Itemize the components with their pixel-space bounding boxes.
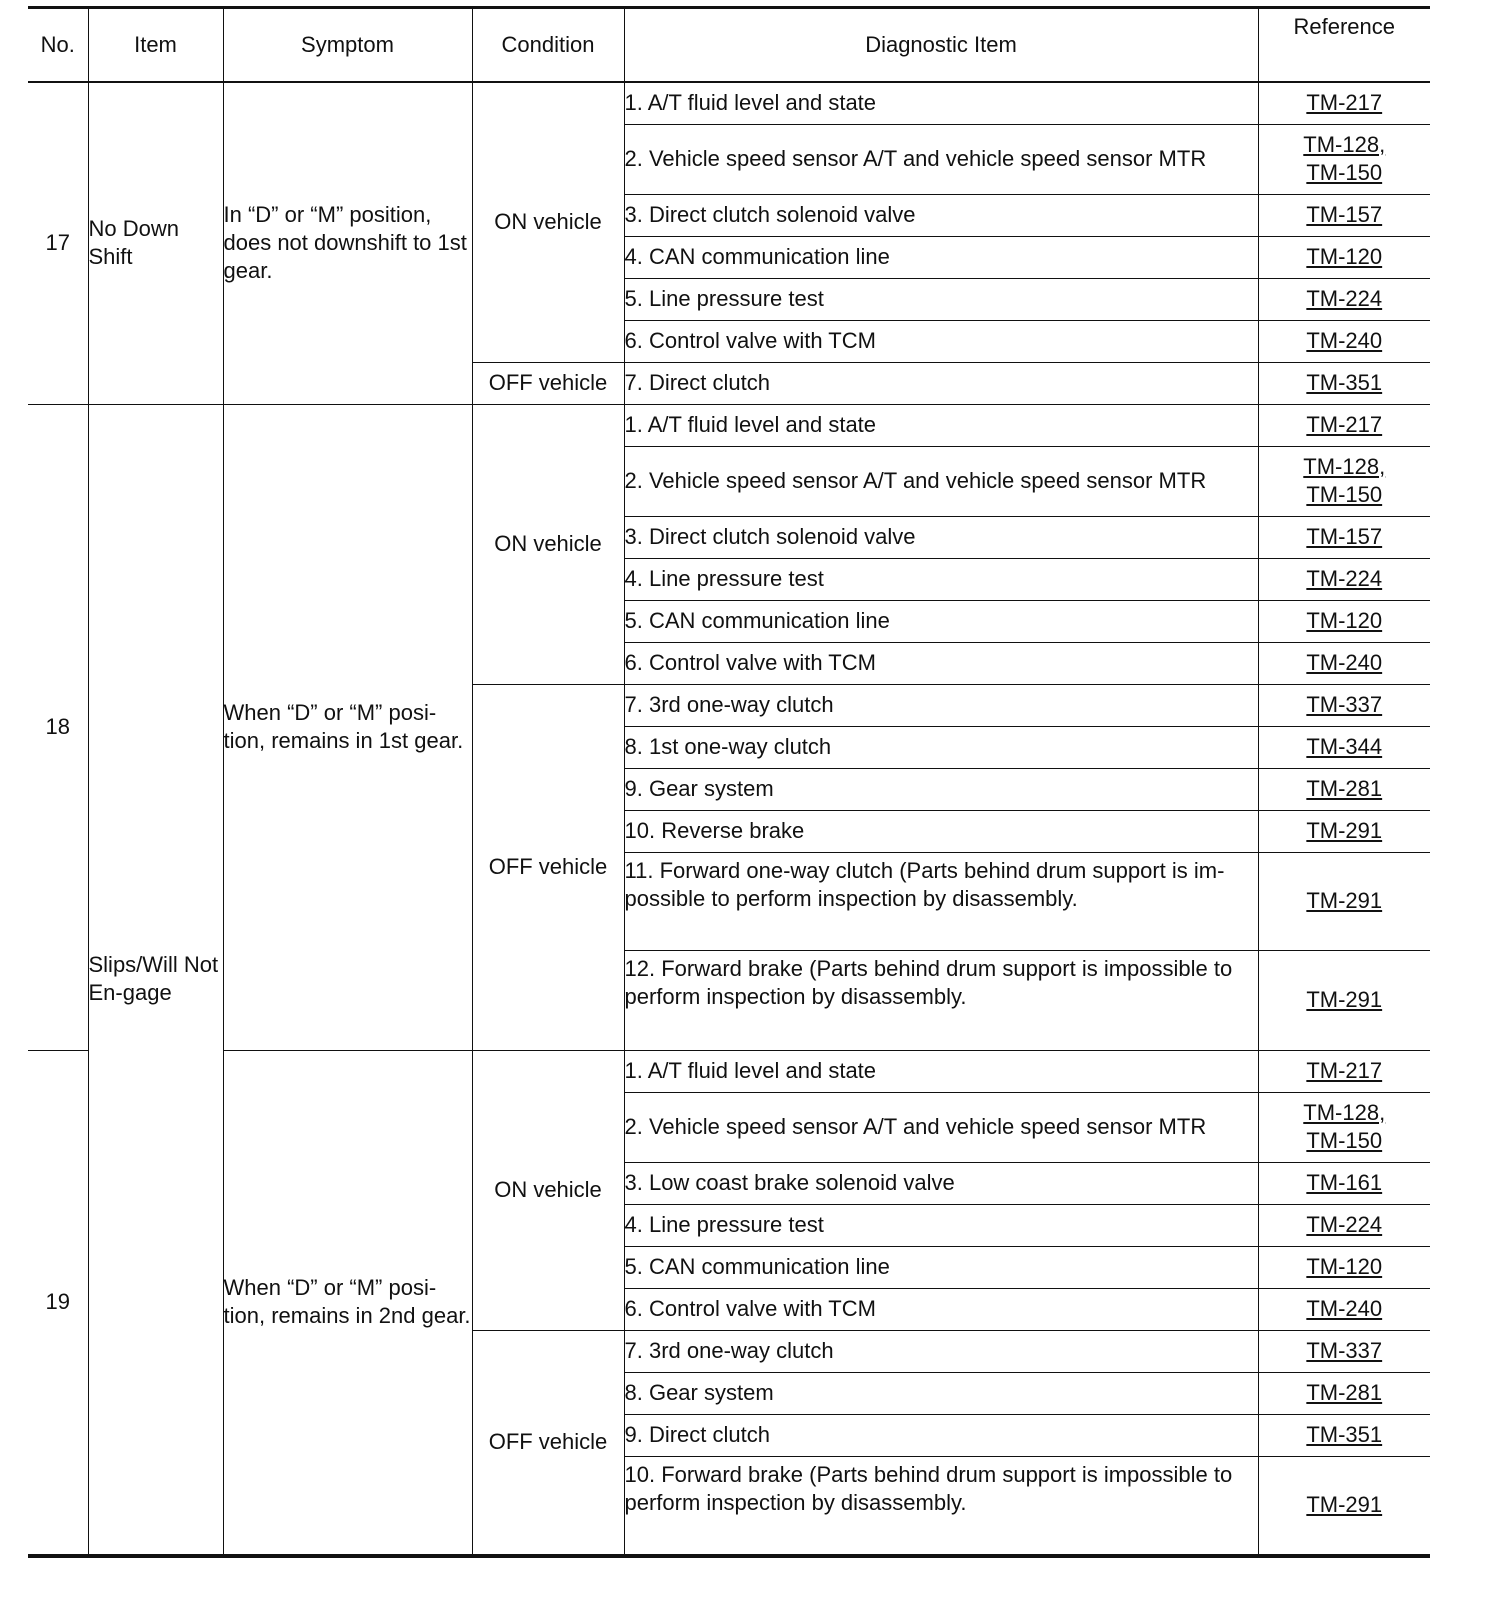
reference-link[interactable]: TM-157 <box>1306 524 1383 549</box>
condition-cell: OFF vehicle <box>472 684 624 1050</box>
reference-link[interactable]: TM-157 <box>1306 202 1383 227</box>
symptom-cell: When “D” or “M” posi-tion, remains in 1st gear. <box>223 404 472 1050</box>
reference-link[interactable]: TM-281 <box>1306 776 1383 801</box>
reference-link[interactable]: TM-161 <box>1306 1170 1383 1195</box>
item-cell: No Down Shift <box>88 82 223 404</box>
reference-link[interactable]: TM-128, <box>1303 454 1386 479</box>
reference-link[interactable]: TM-120 <box>1306 1254 1383 1279</box>
condition-cell: ON vehicle <box>472 82 624 362</box>
table-row <box>28 1050 1430 1092</box>
header-condition: Condition <box>472 8 624 83</box>
table-row <box>28 404 1430 446</box>
diagnostic-item: 12. Forward brake (Parts behind drum support is impossible to perform inspection by disassembly. <box>624 950 1258 1050</box>
condition-cell: ON vehicle <box>472 1050 624 1330</box>
reference-link[interactable]: TM-291 <box>1306 987 1383 1012</box>
symptom-cell: When “D” or “M” posi-tion, remains in 2nd gear. <box>223 1050 472 1556</box>
diagnostic-item: 7. Direct clutch <box>624 362 1258 404</box>
symptom-cell: In “D” or “M” position, does not downshift to 1st gear. <box>223 82 472 404</box>
reference-link[interactable]: TM-240 <box>1306 650 1383 675</box>
reference-link[interactable]: TM-150 <box>1306 160 1383 185</box>
diagnostic-item: 11. Forward one-way clutch (Parts behind drum support is im-possible to perform inspection by disassembly. <box>624 852 1258 950</box>
diagnostic-item: 2. Vehicle speed sensor A/T and vehicle speed sensor MTR <box>624 124 1258 194</box>
diagnostic-item: 6. Control valve with TCM <box>624 642 1258 684</box>
row-number: 19 <box>28 1050 88 1556</box>
diagnosis-table <box>28 6 1430 1558</box>
item-cell: Slips/Will Not En-gage <box>88 404 223 1556</box>
diagnostic-item: 3. Direct clutch solenoid valve <box>624 194 1258 236</box>
row-number: 17 <box>28 82 88 404</box>
header-no: No. <box>28 8 88 83</box>
reference-link[interactable]: TM-337 <box>1306 1338 1383 1363</box>
diagnostic-item: 1. A/T fluid level and state <box>624 404 1258 446</box>
reference-link[interactable]: TM-337 <box>1306 692 1383 717</box>
diagnostic-item: 10. Reverse brake <box>624 810 1258 852</box>
reference-link[interactable]: TM-351 <box>1306 1422 1383 1447</box>
table-row <box>28 82 1430 124</box>
diagnostic-item: 1. A/T fluid level and state <box>624 82 1258 124</box>
reference-link[interactable]: TM-291 <box>1306 818 1383 843</box>
reference-link[interactable]: TM-351 <box>1306 370 1383 395</box>
diagnostic-item: 1. A/T fluid level and state <box>624 1050 1258 1092</box>
reference-link[interactable]: TM-224 <box>1306 286 1383 311</box>
diagnostic-item: 7. 3rd one-way clutch <box>624 1330 1258 1372</box>
document-page <box>28 6 1430 1558</box>
diagnostic-item: 2. Vehicle speed sensor A/T and vehicle speed sensor MTR <box>624 446 1258 516</box>
diagnostic-item: 4. Line pressure test <box>624 558 1258 600</box>
header-item: Item <box>88 8 223 83</box>
diagnostic-item: 3. Low coast brake solenoid valve <box>624 1162 1258 1204</box>
reference-link[interactable]: TM-120 <box>1306 244 1383 269</box>
diagnostic-item: 7. 3rd one-way clutch <box>624 684 1258 726</box>
diagnostic-item: 5. CAN communication line <box>624 1246 1258 1288</box>
condition-cell: OFF vehicle <box>472 1330 624 1556</box>
diagnostic-item: 2. Vehicle speed sensor A/T and vehicle speed sensor MTR <box>624 1092 1258 1162</box>
header-symptom: Symptom <box>223 8 472 83</box>
diagnostic-item: 10. Forward brake (Parts behind drum support is impossible to perform inspection by disassembly. <box>624 1456 1258 1556</box>
diagnostic-item: 4. Line pressure test <box>624 1204 1258 1246</box>
reference-link[interactable]: TM-217 <box>1306 412 1383 437</box>
diagnostic-item: 8. Gear system <box>624 1372 1258 1414</box>
diagnostic-item: 9. Direct clutch <box>624 1414 1258 1456</box>
reference-link[interactable]: TM-150 <box>1306 1128 1383 1153</box>
reference-link[interactable]: TM-240 <box>1306 1296 1383 1321</box>
diagnostic-item: 8. 1st one-way clutch <box>624 726 1258 768</box>
reference-link[interactable]: TM-120 <box>1306 608 1383 633</box>
header-diagnostic-item: Diagnostic Item <box>624 8 1258 83</box>
reference-link[interactable]: TM-128, <box>1303 1100 1386 1125</box>
reference-link[interactable]: TM-150 <box>1306 482 1383 507</box>
reference-link[interactable]: TM-128, <box>1303 132 1386 157</box>
diagnostic-item: 9. Gear system <box>624 768 1258 810</box>
diagnostic-item: 5. CAN communication line <box>624 600 1258 642</box>
diagnostic-item: 4. CAN communication line <box>624 236 1258 278</box>
reference-link[interactable]: TM-224 <box>1306 566 1383 591</box>
reference-link[interactable]: TM-291 <box>1306 888 1383 913</box>
row-number: 18 <box>28 404 88 1050</box>
header-reference: Reference <box>1258 8 1430 83</box>
reference-link[interactable]: TM-344 <box>1306 734 1383 759</box>
reference-link[interactable]: TM-217 <box>1306 1058 1383 1083</box>
reference-link[interactable]: TM-217 <box>1306 90 1383 116</box>
condition-cell: OFF vehicle <box>472 362 624 404</box>
diagnostic-item: 6. Control valve with TCM <box>624 1288 1258 1330</box>
header-row <box>28 8 1430 83</box>
diagnostic-item: 3. Direct clutch solenoid valve <box>624 516 1258 558</box>
condition-cell: ON vehicle <box>472 404 624 684</box>
diagnostic-item: 6. Control valve with TCM <box>624 320 1258 362</box>
reference-link[interactable]: TM-240 <box>1306 328 1383 353</box>
diagnostic-item: 5. Line pressure test <box>624 278 1258 320</box>
reference-link[interactable]: TM-224 <box>1306 1212 1383 1237</box>
reference-link[interactable]: TM-291 <box>1306 1492 1383 1518</box>
reference-link[interactable]: TM-281 <box>1306 1380 1383 1405</box>
